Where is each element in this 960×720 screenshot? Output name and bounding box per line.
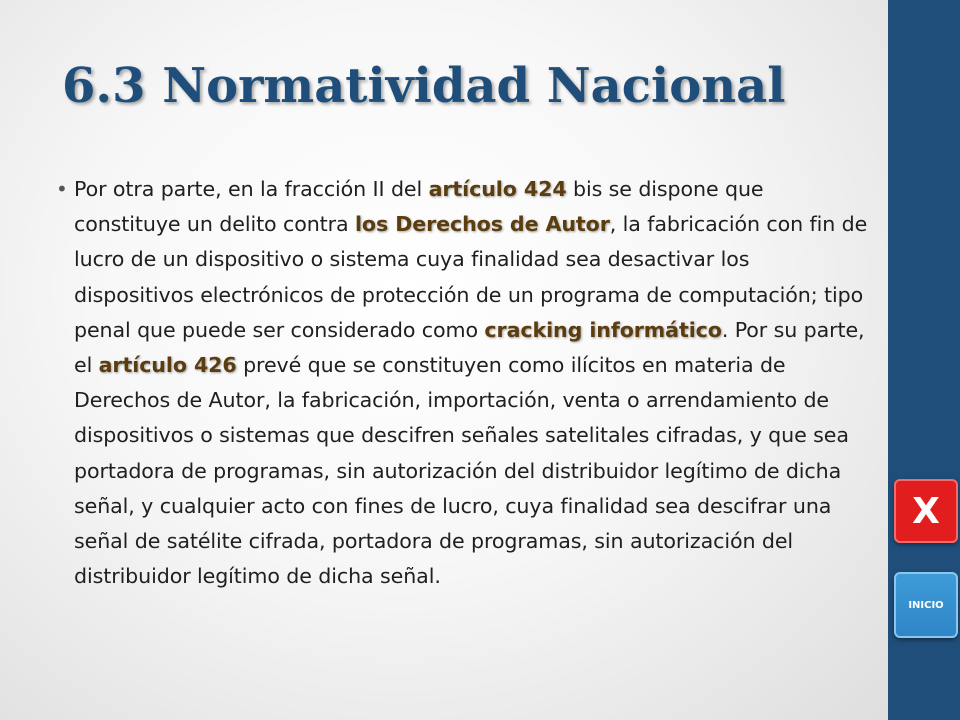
slide-title: 6.3 Normatividad Nacional: [62, 58, 786, 114]
home-button[interactable]: INICIO: [894, 572, 958, 638]
highlight-cracking-informatico: cracking informático: [484, 317, 722, 342]
text-run: , la fabricación con fin de lucro de un dispositivo o sistema cuya finalidad sea desactivar los dispositivos electrónicos de protección de un programa de computación; tipo penal que puede ser considerado como: [74, 212, 868, 342]
highlight-articulo-424: artículo 424: [428, 177, 567, 201]
body-paragraph: [74, 172, 874, 594]
text-run: bis se dispone que constituye un delito contra: [74, 177, 764, 237]
text-run: prevé que se constituyen como ilícitos en materia de Derechos de Autor, la fabricación, importación, venta o arrendamiento de dispositivos o sistemas que descifren señales satelitales cifradas, y que sea portadora de programas, sin autorización del distribuidor legítimo de dicha señal, y cualquier acto con fines de lucro, cuya finalidad sea descifrar una señal de satélite cifrada, portadora de programas, sin autorización del distribuidor legítimo de dicha señal.: [74, 353, 849, 589]
text-run: Por otra parte, en la fracción II del: [74, 177, 429, 201]
highlight-derechos-de-autor: los Derechos de Autor: [354, 212, 610, 237]
text-run: . Por su parte, el: [74, 317, 865, 378]
highlight-articulo-426: artículo 426: [98, 353, 237, 378]
close-button[interactable]: X: [894, 479, 958, 543]
bullet-marker: •: [56, 177, 68, 201]
